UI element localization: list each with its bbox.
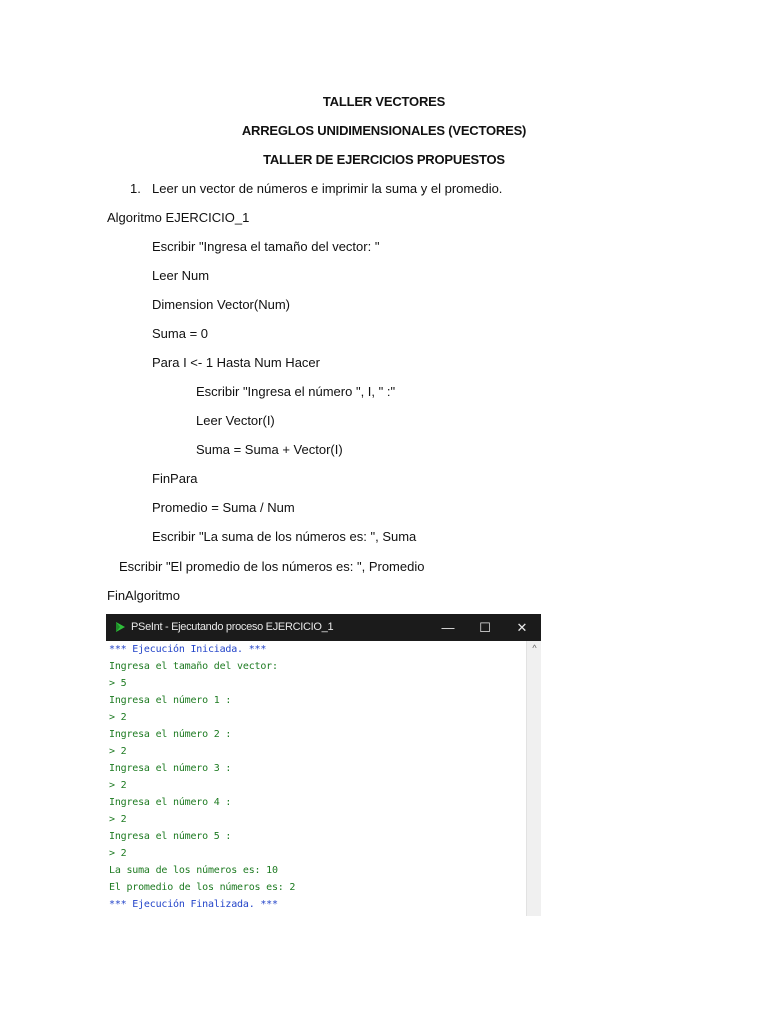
code-line: Promedio = Suma / Num — [152, 500, 295, 515]
console-line: El promedio de los números es: 2 — [109, 882, 296, 893]
console-line: *** Ejecución Iniciada. *** — [109, 644, 267, 655]
code-line: Escribir "Ingresa el número ", I, " :" — [196, 384, 396, 399]
console-line: Ingresa el tamaño del vector: — [109, 661, 278, 672]
console-line: Ingresa el número 4 : — [109, 797, 232, 808]
console-output[interactable] — [106, 641, 526, 916]
exercise-statement: Leer un vector de números e imprimir la suma y el promedio. — [152, 181, 503, 196]
code-line: Suma = Suma + Vector(I) — [196, 442, 343, 457]
console-line: > 2 — [109, 712, 127, 723]
document-section-title: TALLER DE EJERCICIOS PROPUESTOS — [263, 152, 505, 167]
code-line: Leer Num — [152, 268, 210, 283]
code-line: FinAlgoritmo — [107, 588, 180, 603]
console-line: Ingresa el número 1 : — [109, 695, 232, 706]
code-line: Dimension Vector(Num) — [152, 297, 290, 312]
pseint-console-window — [106, 614, 541, 916]
minimize-button[interactable]: — — [441, 620, 455, 635]
code-line: Algoritmo EJERCICIO_1 — [107, 210, 250, 225]
window-title: PSeInt - Ejecutando proceso EJERCICIO_1 — [131, 621, 334, 633]
console-line: > 2 — [109, 746, 127, 757]
console-line: Ingresa el número 2 : — [109, 729, 232, 740]
close-button[interactable]: ✕ — [516, 620, 528, 635]
document-subtitle: ARREGLOS UNIDIMENSIONALES (VECTORES) — [241, 123, 527, 138]
maximize-button[interactable]: ☐ — [479, 620, 491, 635]
exercise-number: 1. — [130, 181, 141, 196]
document-title: TALLER VECTORES — [322, 94, 446, 109]
pseint-logo-icon — [115, 622, 125, 632]
code-line: Para I <- 1 Hasta Num Hacer — [152, 355, 320, 370]
code-line: FinPara — [152, 471, 198, 486]
console-line: *** Ejecución Finalizada. *** — [109, 899, 278, 910]
console-line: > 2 — [109, 780, 127, 791]
console-line: > 5 — [109, 678, 127, 689]
code-line: Leer Vector(I) — [196, 413, 275, 428]
scroll-up-arrow-icon[interactable]: ^ — [532, 643, 537, 653]
code-line: Escribir "Ingresa el tamaño del vector: " — [152, 239, 380, 254]
vertical-scrollbar[interactable] — [526, 641, 541, 916]
console-line: > 2 — [109, 848, 127, 859]
code-line: Escribir "La suma de los números es: ", Suma — [152, 529, 417, 544]
code-line: Suma = 0 — [152, 326, 209, 341]
code-line: Escribir "El promedio de los números es: ", Promedio — [119, 559, 425, 574]
console-line: Ingresa el número 5 : — [109, 831, 232, 842]
console-line: La suma de los números es: 10 — [109, 865, 278, 876]
console-line: Ingresa el número 3 : — [109, 763, 232, 774]
window-titlebar[interactable] — [106, 614, 541, 641]
console-line: > 2 — [109, 814, 127, 825]
